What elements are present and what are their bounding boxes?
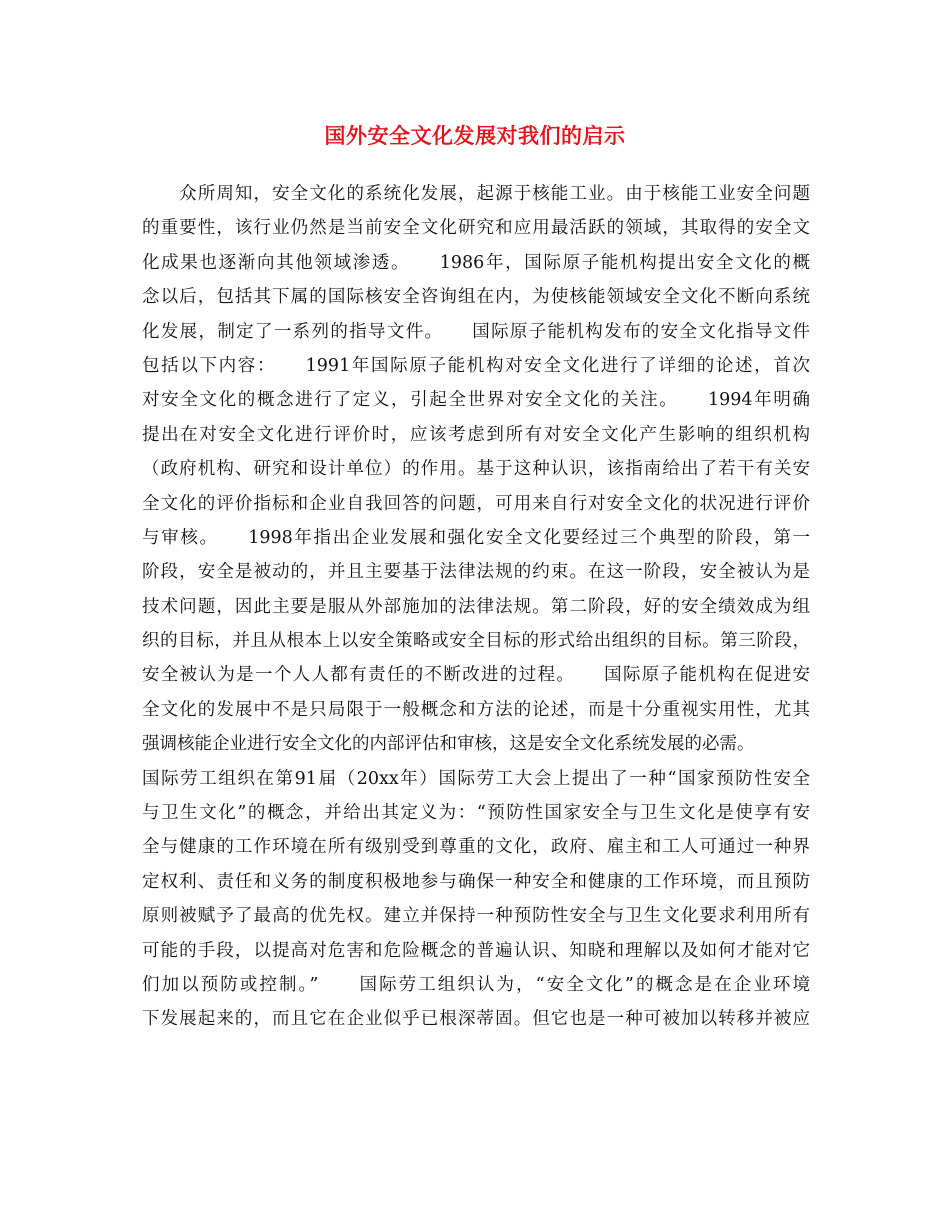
page-title: 国外安全文化发展对我们的启示 (324, 123, 626, 148)
text-line: 全文化的发展中不是只局限于一般概念和方法的论述，而是十分重视实用性，尤其 (142, 699, 810, 720)
text-line: 对安全文化的概念进行了定义，引起全世界对安全文化的关注。 1994年明确 (142, 390, 810, 411)
text-line: 的重要性，该行业仍然是当前安全文化研究和应用最活跃的领域，其取得的安全文 (142, 218, 810, 239)
body-paragraph (142, 177, 810, 1037)
text-line: 与审核。 1998年指出企业发展和强化安全文化要经过三个典型的阶段，第一 (142, 527, 810, 548)
text-line: 们加以预防或控制。” 国际劳工组织认为，“安全文化”的概念是在企业环境 (142, 974, 810, 995)
text-line: 与卫生文化”的概念，并给出其定义为：“预防性国家安全与卫生文化是使享有安 (142, 803, 810, 824)
text-line: 下发展起来的，而且它在企业似乎已根深蒂固。但它也是一种可被加以转移并被应 (142, 1009, 810, 1030)
text-line: 国际劳工组织在第91届（20xx年）国际劳工大会上提出了一种“国家预防性安全 (142, 768, 810, 789)
text-line: （政府机构、研究和设计单位）的作用。基于这种认识，该指南给出了若干有关安 (142, 459, 810, 480)
text-line: 可能的手段，以提高对危害和危险概念的普遍认识、知晓和理解以及如何才能对它 (142, 940, 810, 961)
text-line: 技术问题，因此主要是服从外部施加的法律法规。第二阶段，好的安全绩效成为组 (142, 596, 810, 617)
text-line: 强调核能企业进行安全文化的内部评估和审核，这是安全文化系统发展的必需。 (142, 734, 755, 755)
text-line: 原则被赋予了最高的优先权。建立并保持一种预防性安全与卫生文化要求利用所有 (142, 906, 810, 927)
text-line: 提出在对安全文化进行评价时，应该考虑到所有对安全文化产生影响的组织机构 (142, 424, 810, 445)
text-line: 念以后，包括其下属的国际核安全咨询组在内，为使核能领域安全文化不断向系统 (142, 287, 810, 308)
text-line: 包括以下内容： 1991年国际原子能机构对安全文化进行了详细的论述，首次 (142, 355, 810, 376)
text-line: 化成果也逐渐向其他领域渗透。 1986年，国际原子能机构提出安全文化的概 (142, 252, 810, 273)
text-line: 化发展，制定了一系列的指导文件。 国际原子能机构发布的安全文化指导文件 (142, 321, 810, 342)
text-line: 织的目标，并且从根本上以安全策略或安全目标的形式给出组织的目标。第三阶段， (142, 631, 810, 652)
text-line: 全文化的评价指标和企业自我回答的问题，可用来自行对安全文化的状况进行评价 (142, 493, 810, 514)
text-line: 众所周知，安全文化的系统化发展，起源于核能工业。由于核能工业安全问题 (142, 184, 810, 204)
text-line: 安全被认为是一个人人都有责任的不断改进的过程。 国际原子能机构在促进安 (142, 665, 810, 686)
text-line: 阶段，安全是被动的，并且主要基于法律法规的约束。在这一阶段，安全被认为是 (142, 562, 810, 583)
text-line: 全与健康的工作环境在所有级别受到尊重的文化，政府、雇主和工人可通过一种界 (142, 837, 810, 858)
text-line: 定权利、责任和义务的制度积极地参与确保一种安全和健康的工作环境，而且预防 (142, 871, 810, 892)
